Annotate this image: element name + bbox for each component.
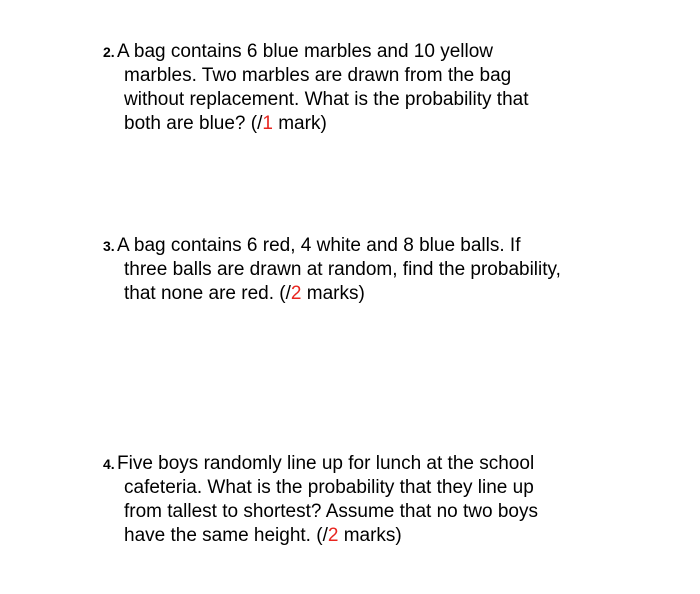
- question-line: cafeteria. What is the probability that they line up: [124, 477, 534, 498]
- question-text: [103, 452, 663, 548]
- question-number: 4.: [103, 456, 115, 472]
- question-line-prefix: that none are red. (/: [124, 283, 291, 304]
- question-line: marbles. Two marbles are drawn from the bag: [124, 65, 512, 86]
- question-line: without replacement. What is the probability that: [124, 89, 529, 110]
- mark-value: 2: [327, 525, 339, 546]
- question-line-prefix: both are blue? (/: [124, 113, 263, 134]
- mark-suffix: mark): [272, 113, 327, 134]
- question-text: [103, 234, 663, 306]
- question-line-last: [124, 282, 663, 306]
- question-line: A bag contains 6 blue marbles and 10 yellow: [117, 41, 494, 62]
- mark-value: 2: [290, 283, 302, 304]
- mark-value: 1: [262, 113, 273, 134]
- question-4: [103, 452, 663, 548]
- question-line: A bag contains 6 red, 4 white and 8 blue balls. If: [117, 235, 521, 256]
- question-number: 2.: [103, 44, 115, 60]
- question-line: from tallest to shortest? Assume that no two boys: [124, 501, 538, 522]
- question-text: [103, 40, 663, 136]
- question-line-prefix: have the same height. (/: [124, 525, 328, 546]
- question-line-last: [124, 524, 663, 548]
- question-line: Five boys randomly line up for lunch at the school: [117, 453, 535, 474]
- question-3: [103, 234, 663, 306]
- question-number: 3.: [103, 238, 115, 254]
- question-2: [103, 40, 663, 136]
- question-line: three balls are drawn at random, find the probability,: [124, 259, 561, 280]
- mark-suffix: marks): [338, 525, 402, 546]
- mark-suffix: marks): [301, 283, 365, 304]
- question-line-last: [124, 112, 663, 136]
